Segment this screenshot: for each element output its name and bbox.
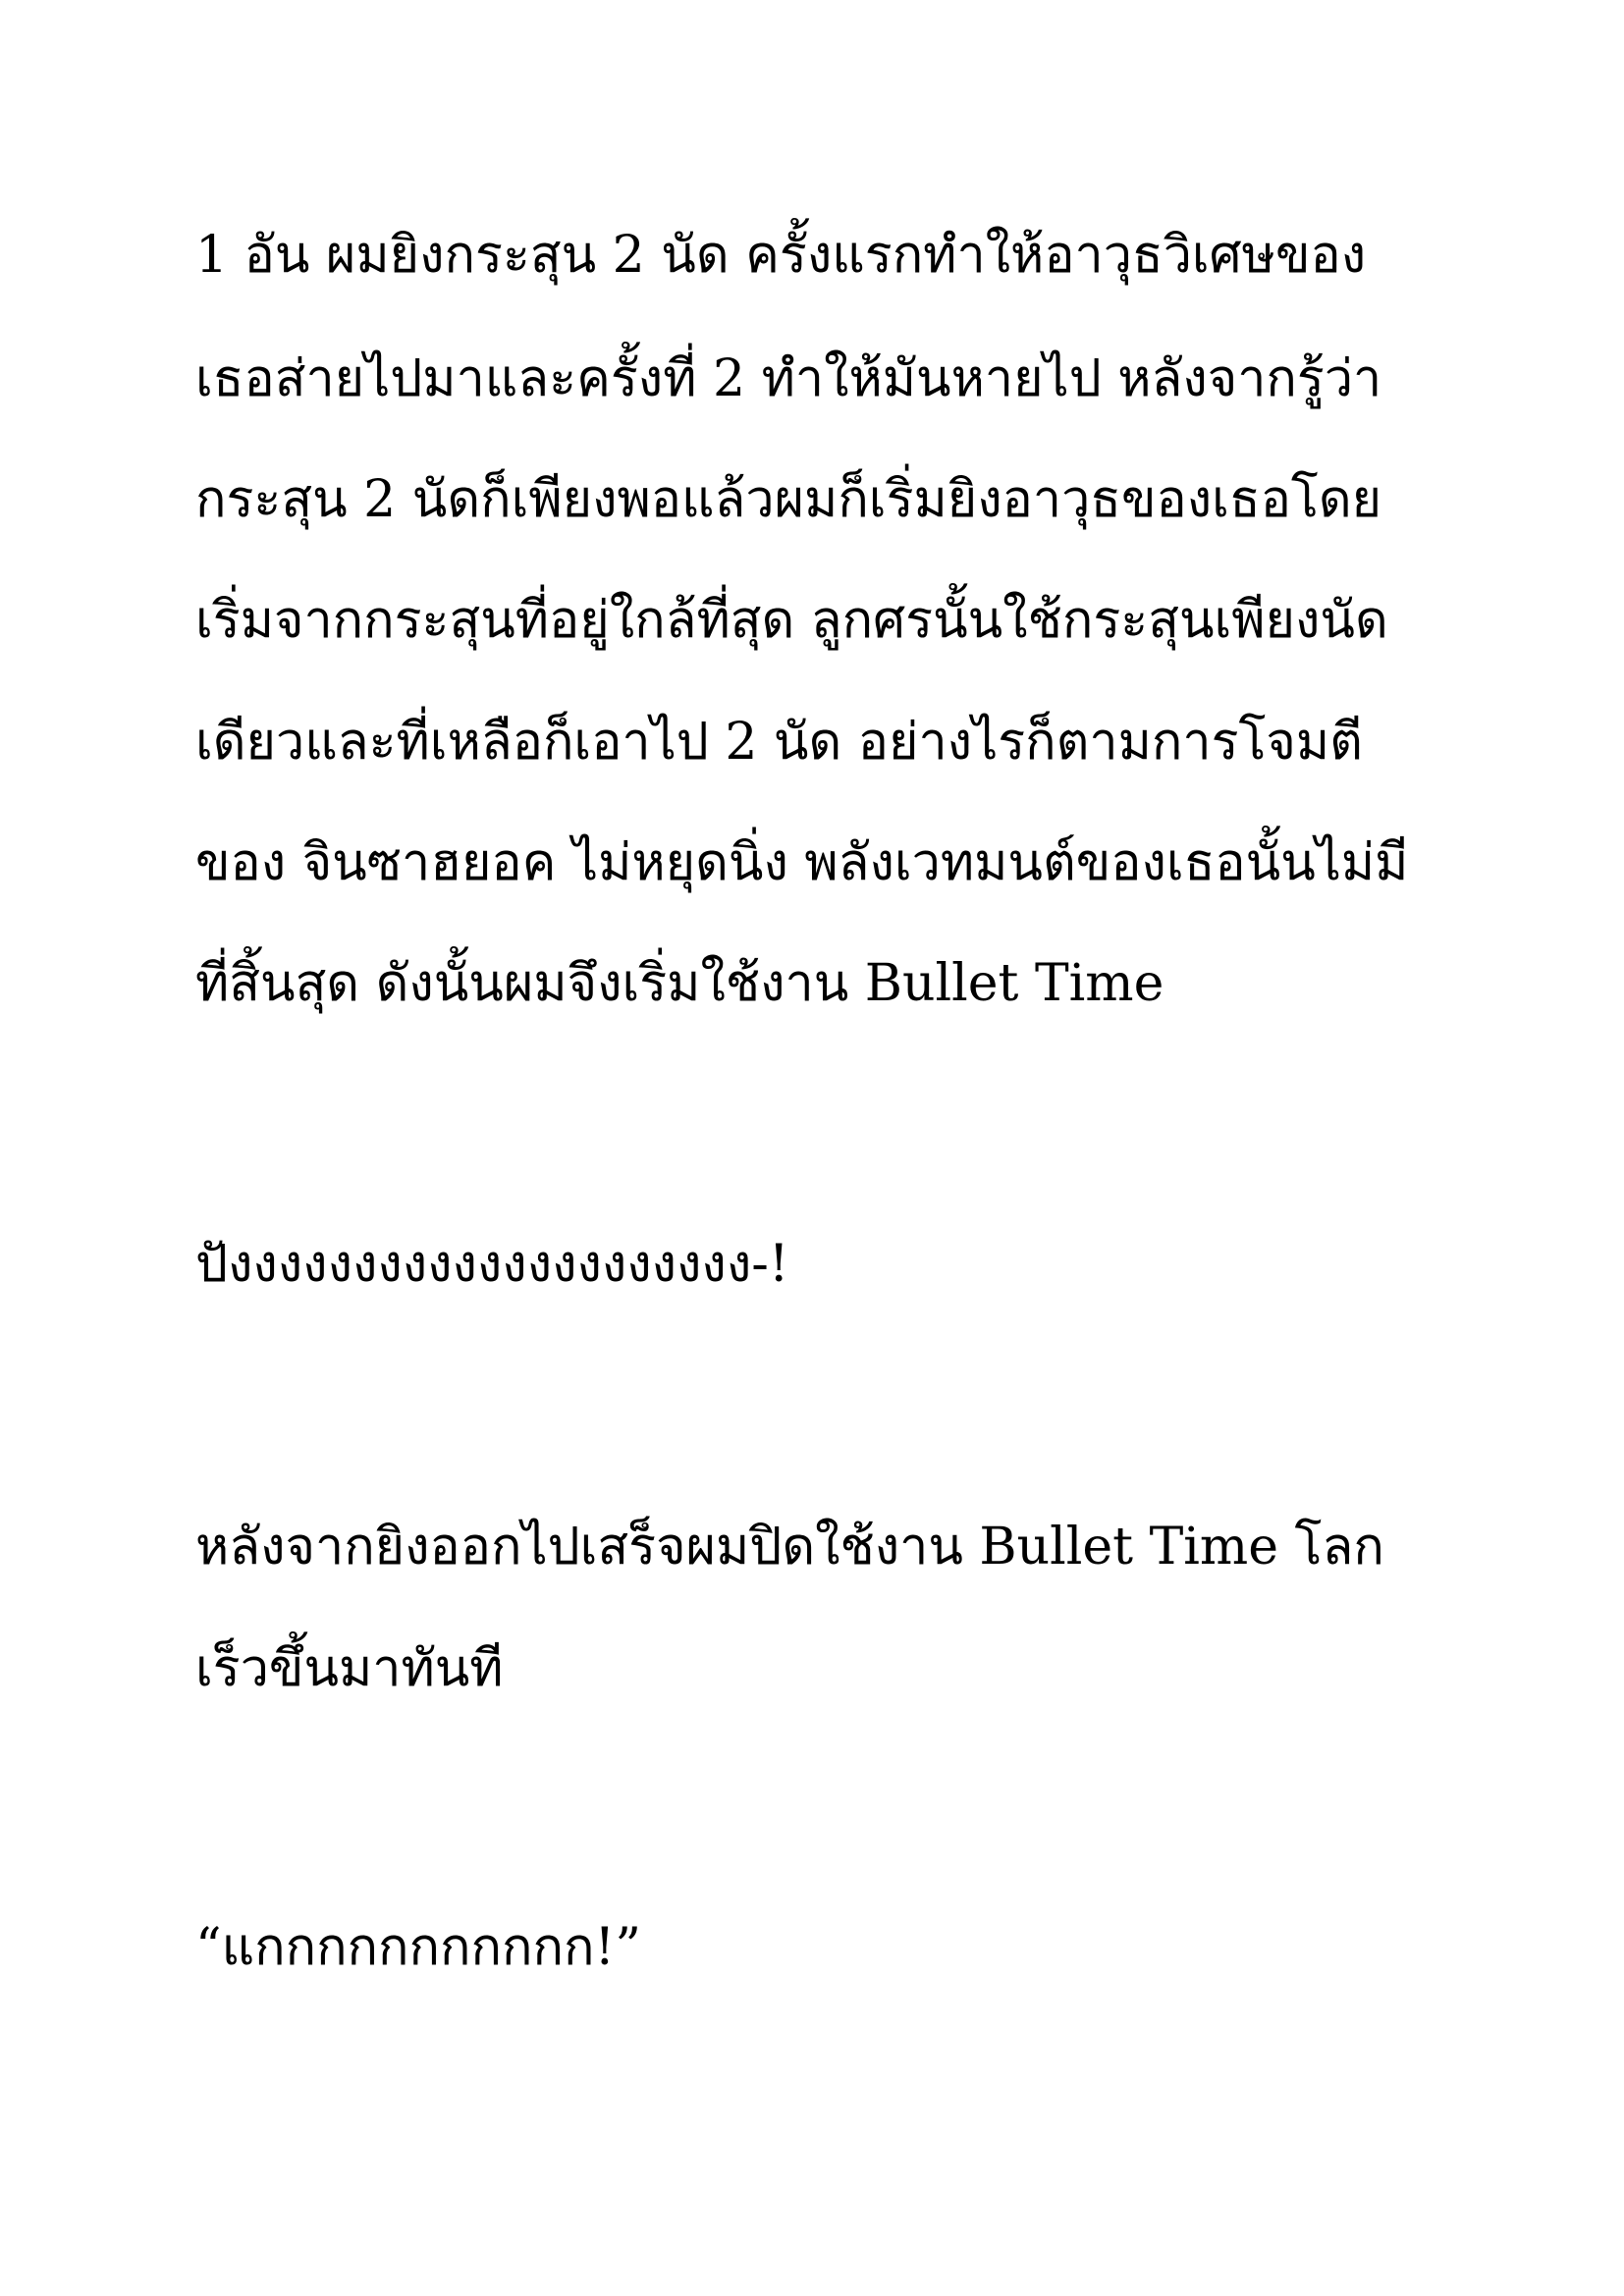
text-line: ปังงงงงงงงงงงงงงงงงงงงง-! xyxy=(195,1235,789,1294)
text-line: ที่สิ้นสุด ดังนั้นผมจึงเริ่มใช้งาน Bullet Time xyxy=(195,954,1164,1013)
text-line: ของ จินซาฮยอค ไม่หยุดนิ่ง พลังเวทมนต์ของเธอนั้นไม่มี xyxy=(195,833,1409,892)
text-line: เดียวและที่เหลือก็เอาไป 2 นัด อย่างไรก็ตามการโจมตี xyxy=(195,713,1363,772)
text-line: “แกกกกกกกกกกก!” xyxy=(195,1918,641,1977)
text-line: เธอส่ายไปมาและครั้งที่ 2 ทำให้มันหายไป หลังจากรู้ว่า xyxy=(195,349,1382,408)
text-line: กระสุน 2 นัดก็เพียงพอแล้วผมก็เริ่มยิงอาวุธของเธอโดย xyxy=(195,470,1382,529)
text-line: เริ่มจากกระสุนที่อยู่ใกล้ที่สุด ลูกศรนั้นใช้กระสุนเพียงนัด xyxy=(195,591,1388,650)
text-line: หลังจากยิงออกไปเสร็จผมปิดใช้งาน Bullet Time โลก xyxy=(195,1518,1384,1576)
text-line: เร็วขึ้นมาทันที xyxy=(195,1639,504,1698)
text-line: 1 อัน ผมยิงกระสุน 2 นัด ครั้งแรกทำให้อาวุธวิเศษของ xyxy=(195,226,1367,285)
